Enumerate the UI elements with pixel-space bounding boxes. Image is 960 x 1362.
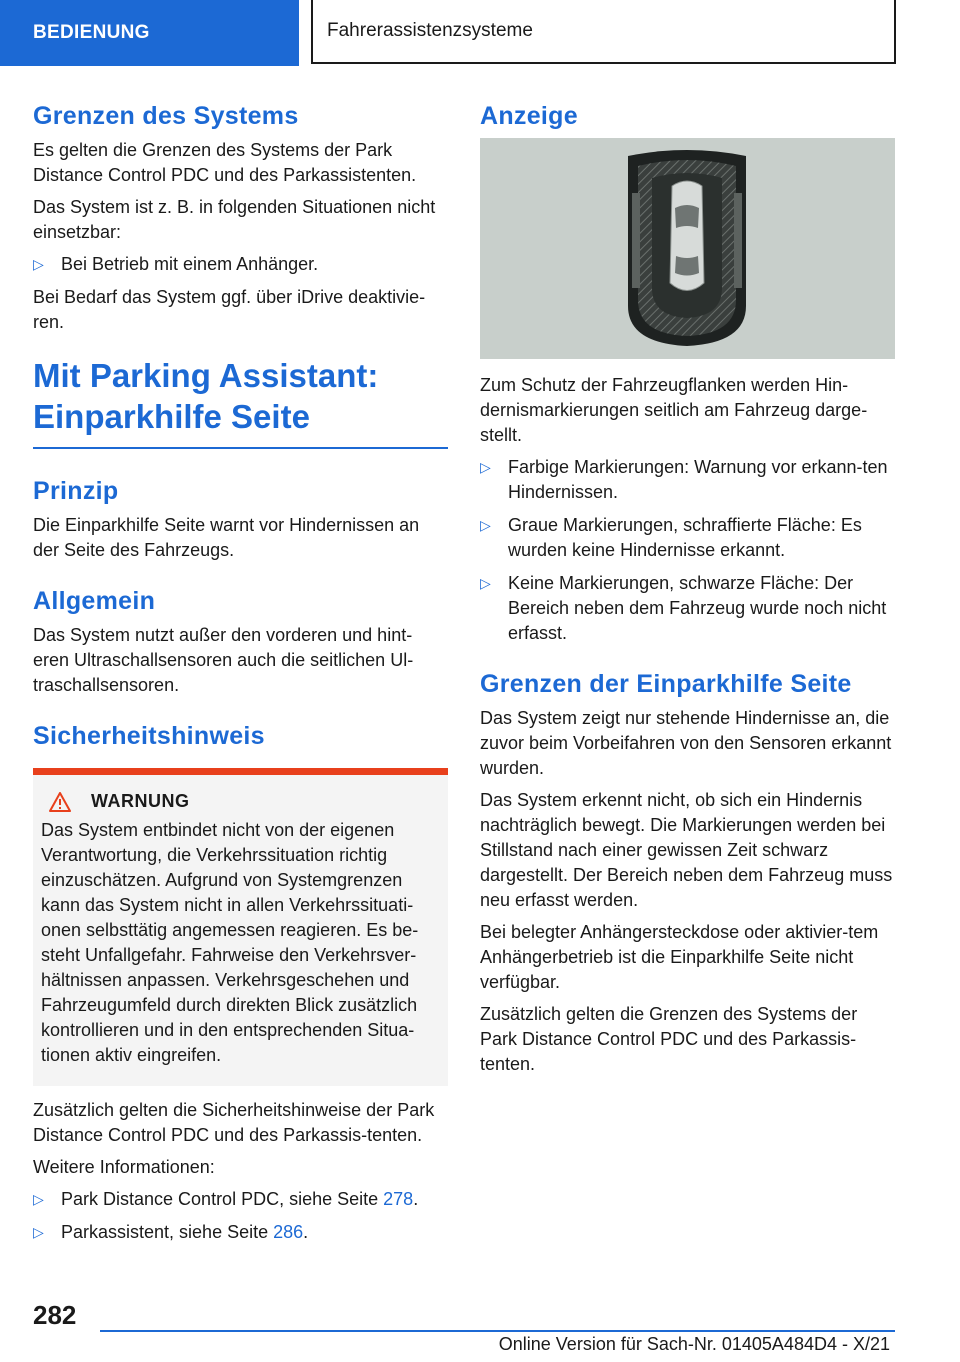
main-title-block [33,355,448,449]
bullet-icon: ▷ [480,575,491,591]
page-link-286[interactable]: 286 [273,1222,304,1242]
grenzen-einparkhilfe-heading: Grenzen der Einparkhilfe Seite [480,670,852,698]
header-section [0,0,299,66]
allgemein-heading: Allgemein [33,587,156,615]
warning-text: Das System entbindet nicht von der eigenen Verantwortung, die Verkehrssituation richtig einzuschätzen. Aufgrund von Systemgrenzen kann das System nicht in allen Verkehrssituati-onen selbsttätig angemessen reagieren. Es be-steht Unfallgefahr. Fahrweise den Verkehrsver-hältnissen anpassen. Verkehrsgeschehen und Fahrzeugumfeld durch direkten Blick zusätzlich kontrollieren und in den entsprechenden Situa-tionen aktiv eingreifen. [41,820,419,1065]
ref-period: . [413,1189,419,1209]
list-item [33,1187,448,1212]
list-item-text: Keine Markierungen, schwarze Fläche: Der Bereich neben dem Fahrzeug wurde noch nicht erfasst. [508,573,887,643]
prinzip-paragraph: Die Einparkhilfe Seite warnt vor Hindernissen an der Seite des Fahrzeugs. [33,515,420,560]
grenzen2-paragraph-3: Bei belegter Anhängersteckdose oder aktivier-tem Anhängerbetrieb ist die Einparkhilfe Seite nicht verfügbar. [480,922,879,992]
ref-text: Park Distance Control PDC, siehe Seite [61,1189,384,1209]
sicherheit-heading: Sicherheitshinweis [33,722,265,750]
anzeige-list [480,455,895,646]
list-item [480,513,895,563]
right-column [480,100,895,1084]
anzeige-heading: Anzeige [480,102,578,130]
bullet-icon: ▷ [33,1224,44,1240]
car-parking-illustration [480,138,895,359]
online-version: Online Version für Sach-Nr. 01405A484D4 - X/21 [498,1334,890,1354]
ref-period: . [303,1222,309,1242]
left-column [33,100,448,1253]
grenzen-paragraph-1: Es gelten die Grenzen des Systems der Park Distance Control PDC und des Parkassistenten. [33,140,417,185]
grenzen2-paragraph-2: Das System erkennt nicht, ob sich ein Hindernis nachträglich bewegt. Die Markierungen werden bei Stillstand nach einer gewissen Zeit schwarz dargestellt. Der Bereich neben dem Fahrzeug muss neu erfasst werden. [480,790,893,910]
list-item [480,455,895,505]
header-chapter [311,0,896,64]
bullet-icon: ▷ [480,459,491,475]
after-warning-paragraph: Zusätzlich gelten die Sicherheitshinweise der Park Distance Control PDC und des Parkassis-tenten. [33,1100,435,1145]
car-parking-display [480,138,895,359]
grenzen-heading: Grenzen des Systems [33,102,299,130]
list-item [480,571,895,646]
allgemein-paragraph: Das System nutzt außer den vorderen und hint-eren Ultraschallsensoren auch die seitlichen Ul-traschallsensoren. [33,625,414,695]
grenzen-paragraph-3: Bei Bedarf das System ggf. über iDrive deaktivie-ren. [33,287,426,332]
bullet-icon: ▷ [33,1191,44,1207]
list-item [33,1220,448,1245]
page-link-278[interactable]: 278 [383,1189,414,1209]
list-item-text: Farbige Markierungen: Warnung vor erkann-ten Hindernissen. [508,457,888,502]
header-chapter-label: Fahrerassistenzsysteme [327,20,533,41]
prinzip-heading: Prinzip [33,477,119,505]
header-section-label: BEDIENUNG [33,22,150,43]
list-item-text: Graue Markierungen, schraffierte Fläche: Es wurden keine Hindernisse erkannt. [508,515,862,560]
grenzen-list [33,252,448,277]
bullet-icon: ▷ [480,517,491,533]
warning-box [33,768,448,1086]
reference-list [33,1187,448,1245]
page-number: 282 [33,1300,77,1330]
anzeige-paragraph: Zum Schutz der Fahrzeugflanken werden Hin-dernismarkierungen seitlich am Fahrzeug darge-stellt. [480,375,868,445]
weitere-informationen: Weitere Informationen: [33,1157,215,1177]
list-item-text: Bei Betrieb mit einem Anhänger. [61,254,319,274]
footer-divider [100,1330,895,1332]
warning-label: WARNUNG [91,791,190,811]
warning-title [41,789,440,814]
ref-text: Parkassistent, siehe Seite [61,1222,274,1242]
grenzen2-paragraph-1: Das System zeigt nur stehende Hindernisse an, die zuvor beim Vorbeifahren von den Sensoren erkannt wurden. [480,708,892,778]
grenzen-paragraph-2: Das System ist z. B. in folgenden Situationen nicht einsetzbar: [33,197,436,242]
list-item [33,252,448,277]
grenzen2-paragraph-4: Zusätzlich gelten die Grenzen des Systems der Park Distance Control PDC und des Parkassis-tenten. [480,1004,858,1074]
warning-triangle-icon [49,792,71,812]
main-title: Mit Parking Assistant: Einparkhilfe Seite [33,357,379,435]
bullet-icon: ▷ [33,256,44,272]
